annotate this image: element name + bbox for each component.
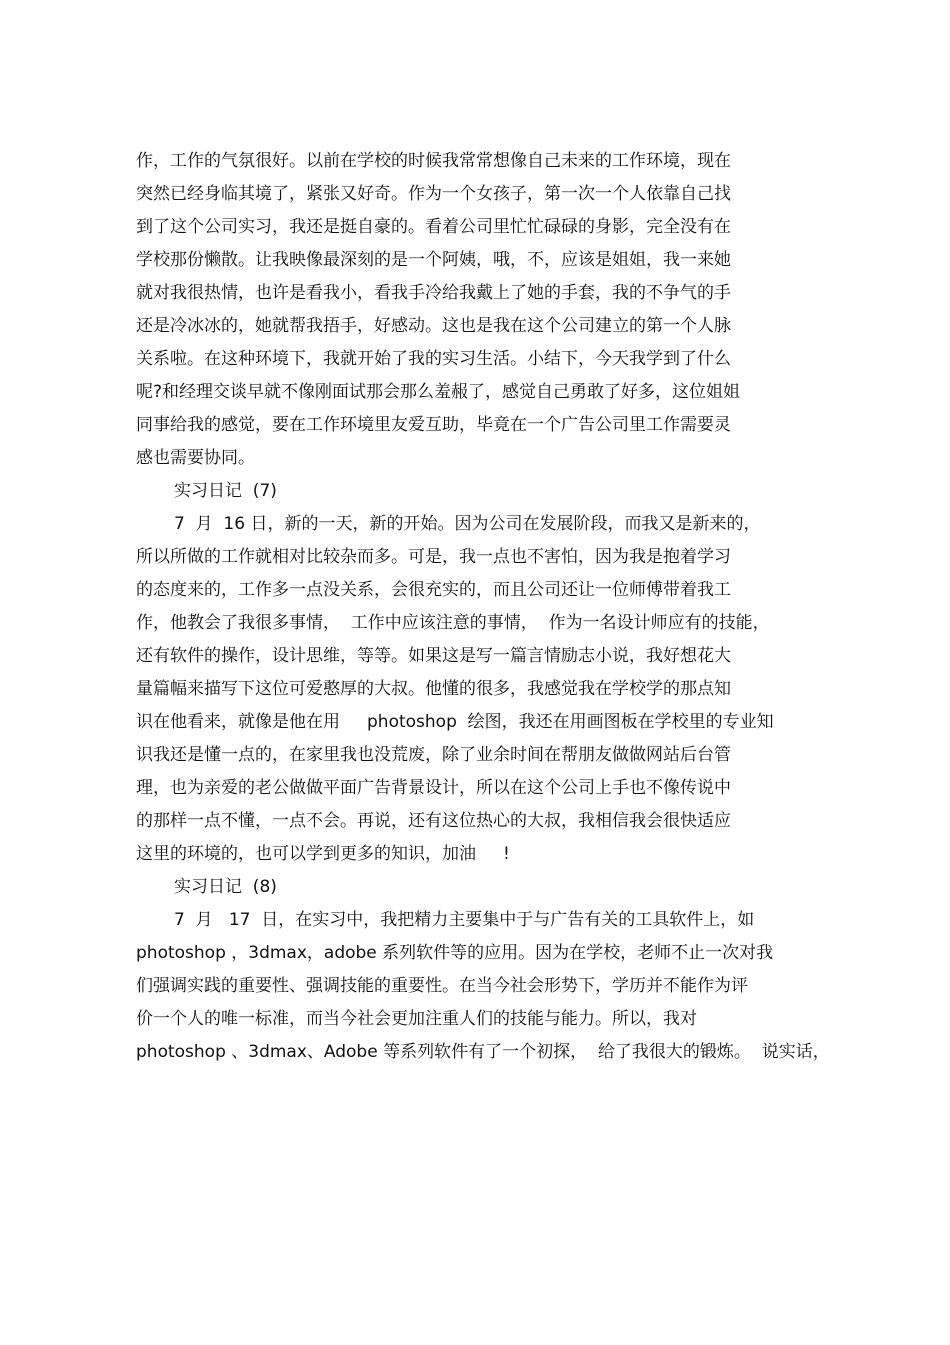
paragraph-line: 价一个人的唯一标准，而当今社会更加注重人们的技能与能力。所以，我对	[136, 1009, 697, 1029]
paragraph-line: 的态度来的，工作多一点没关系，会很充实的，而且公司还让一位师傅带着我工	[136, 580, 731, 600]
paragraph-line: 突然已经身临其境了，紧张又好奇。作为一个女孩子，第一次一个人依靠自己找	[136, 184, 731, 204]
paragraph-line: photoshop 、3dmax、Adobe 等系列软件有了一个初探， 给了我很大的锻炼。 说实话，	[136, 1042, 830, 1062]
diary-heading: 实习日记 (7)	[174, 481, 277, 501]
paragraph-line: 呢?和经理交谈早就不像刚面试那会那么羞赧了，感觉自己勇敢了好多，这位姐姐	[136, 382, 741, 402]
paragraph-line: 们强调实践的重要性、强调技能的重要性。在当今社会形势下，学历并不能作为评	[136, 976, 748, 996]
paragraph-line: 所以所做的工作就相对比较杂而多。可是，我一点也不害怕，因为我是抱着学习	[136, 547, 731, 567]
paragraph-line: 7 月 17 日，在实习中，我把精力主要集中于与广告有关的工具软件上，如	[174, 910, 755, 930]
paragraph-line: 感也需要协同。	[136, 448, 255, 468]
paragraph-line: 还是冷冰冰的，她就帮我捂手，好感动。这也是我在这个公司建立的第一个人脉	[136, 316, 731, 336]
paragraph-line: 识我还是懂一点的，在家里我也没荒废，除了业余时间在帮朋友做做网站后台管	[136, 745, 731, 765]
paragraph-line: 这里的环境的，也可以学到更多的知识，加油 !	[136, 844, 510, 864]
paragraph-line: 关系啦。在这种环境下，我就开始了我的实习生活。小结下，今天我学到了什么	[136, 349, 731, 369]
paragraph-line: 作，他教会了我很多事情， 工作中应该注意的事情， 作为一名设计师应有的技能，	[136, 613, 770, 633]
diary-heading: 实习日记 (8)	[174, 877, 277, 897]
paragraph-line: 的那样一点不懂，一点不会。再说，还有这位热心的大叔，我相信我会很快适应	[136, 811, 731, 831]
paragraph-line: 识在他看来，就像是他在用 photoshop 绘图，我还在用画图板在学校里的专业知	[136, 712, 774, 732]
paragraph-line: 理，也为亲爱的老公做做平面广告背景设计，所以在这个公司上手也不像传说中	[136, 778, 731, 798]
paragraph-line: 作，工作的气氛很好。以前在学校的时候我常常想像自己未来的工作环境，现在	[136, 151, 731, 171]
paragraph-line: photoshop ，3dmax，adobe 系列软件等的应用。因为在学校，老师不止一次对我	[136, 943, 774, 963]
paragraph-line: 7 月 16 日，新的一天，新的开始。因为公司在发展阶段，而我又是新来的，	[174, 514, 761, 534]
paragraph-line: 同事给我的感觉，要在工作环境里友爱互助，毕竟在一个广告公司里工作需要灵	[136, 415, 731, 435]
paragraph-line: 量篇幅来描写下这位可爱憨厚的大叔。他懂的很多，我感觉我在学校学的那点知	[136, 679, 731, 699]
paragraph-line: 还有软件的操作，设计思维，等等。如果这是写一篇言情励志小说，我好想花大	[136, 646, 731, 666]
paragraph-line: 学校那份懒散。让我映像最深刻的是一个阿姨，哦，不，应该是姐姐，我一来她	[136, 250, 731, 270]
paragraph-line: 就对我很热情，也许是看我小，看我手冷给我戴上了她的手套，我的不争气的手	[136, 283, 731, 303]
paragraph-line: 到了这个公司实习，我还是挺自豪的。看着公司里忙忙碌碌的身影，完全没有在	[136, 217, 731, 237]
